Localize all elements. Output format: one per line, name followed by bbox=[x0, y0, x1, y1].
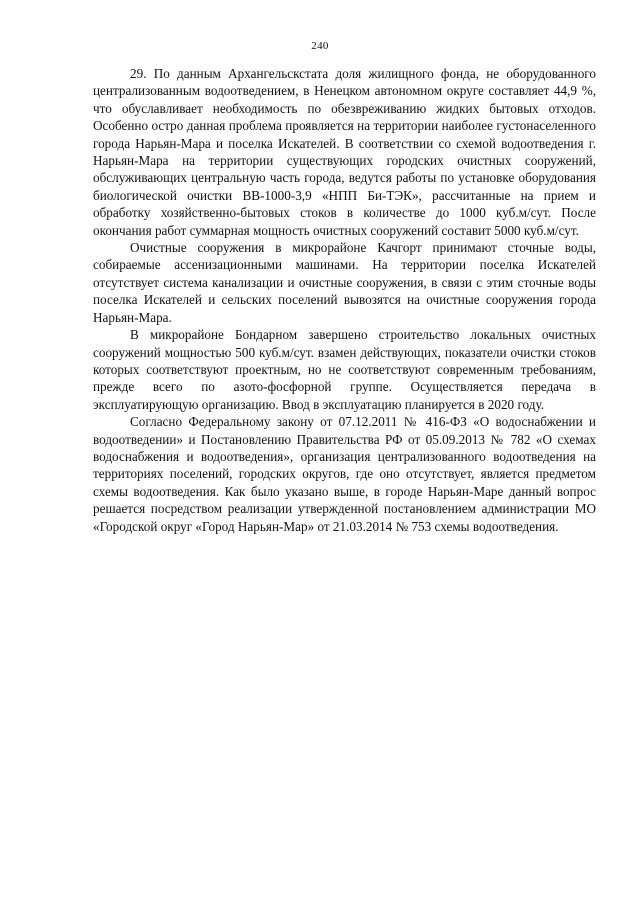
paragraph-kachgort-treatment: Очистные сооружения в микрорайоне Качгорт принимают сточные воды, собираемые ассенизационными машинами. На территории поселка Искателей отсутствует система канализации и очистные сооружения, в связи с этим сточные воды поселка Искателей и сельских поселений вывозятся на очистные сооружения города Нарьян-Мара. bbox=[93, 240, 596, 325]
page-number: 240 bbox=[311, 40, 329, 52]
paragraph-water-supply-share: 29. По данным Архангельскстата доля жилищного фонда, не оборудованного централизованным водоотведением, в Ненецком автономном округе составляет 44,9 %, что обуславливает необходимость по обезвреживанию жидких бытовых отходов. Особенно остро данная проблема проявляется на территории наиболее густонаселенного города Нарьян-Мара и поселка Искателей. В соответствии со схемой водоотведения г. Нарьян-Мара на территории существующих городских очистных сооружений, обслуживающих центральную часть города, ведутся работы по установке оборудования биологической очистки ВВ-1000-3,9 «НПП Би-ТЭК», рассчитанные на прием и обработку хозяйственно-бытовых стоков в количестве до 1000 куб.м/сут. После окончания работ суммарная мощность очистных сооружений составит 5000 куб.м/сут. bbox=[93, 66, 596, 238]
paragraph-federal-law: Согласно Федеральному закону от 07.12.2011 № 416-ФЗ «О водоснабжении и водоотведении» и Постановлению Правительства РФ от 05.09.2013 № 782 «О схемах водоснабжения и водоотведения», организация централизованного водоотведения на территориях поселений, городских округов, где оно отсутствует, является предметом схемы водоотведения. Как было указано выше, в городе Нарьян-Маре данный вопрос решается посредством реализации утвержденной постановлением администрации МО «Городской округ «Город Нарьян-Мар» от 21.03.2014 № 753 схемы водоотведения. bbox=[93, 414, 596, 534]
paragraph-bondarny-treatment: В микрорайоне Бондарном завершено строительство локальных очистных сооружений мощностью 500 куб.м/сут. взамен действующих, показатели очистки стоков которых соответствуют проектным, но не соответствуют современным требованиям, прежде всего по азото-фосфорной группе. Осуществляется передача в эксплуатирующую организацию. Ввод в эксплуатацию планируется в 2020 году. bbox=[93, 327, 596, 412]
document-body bbox=[93, 65, 596, 535]
